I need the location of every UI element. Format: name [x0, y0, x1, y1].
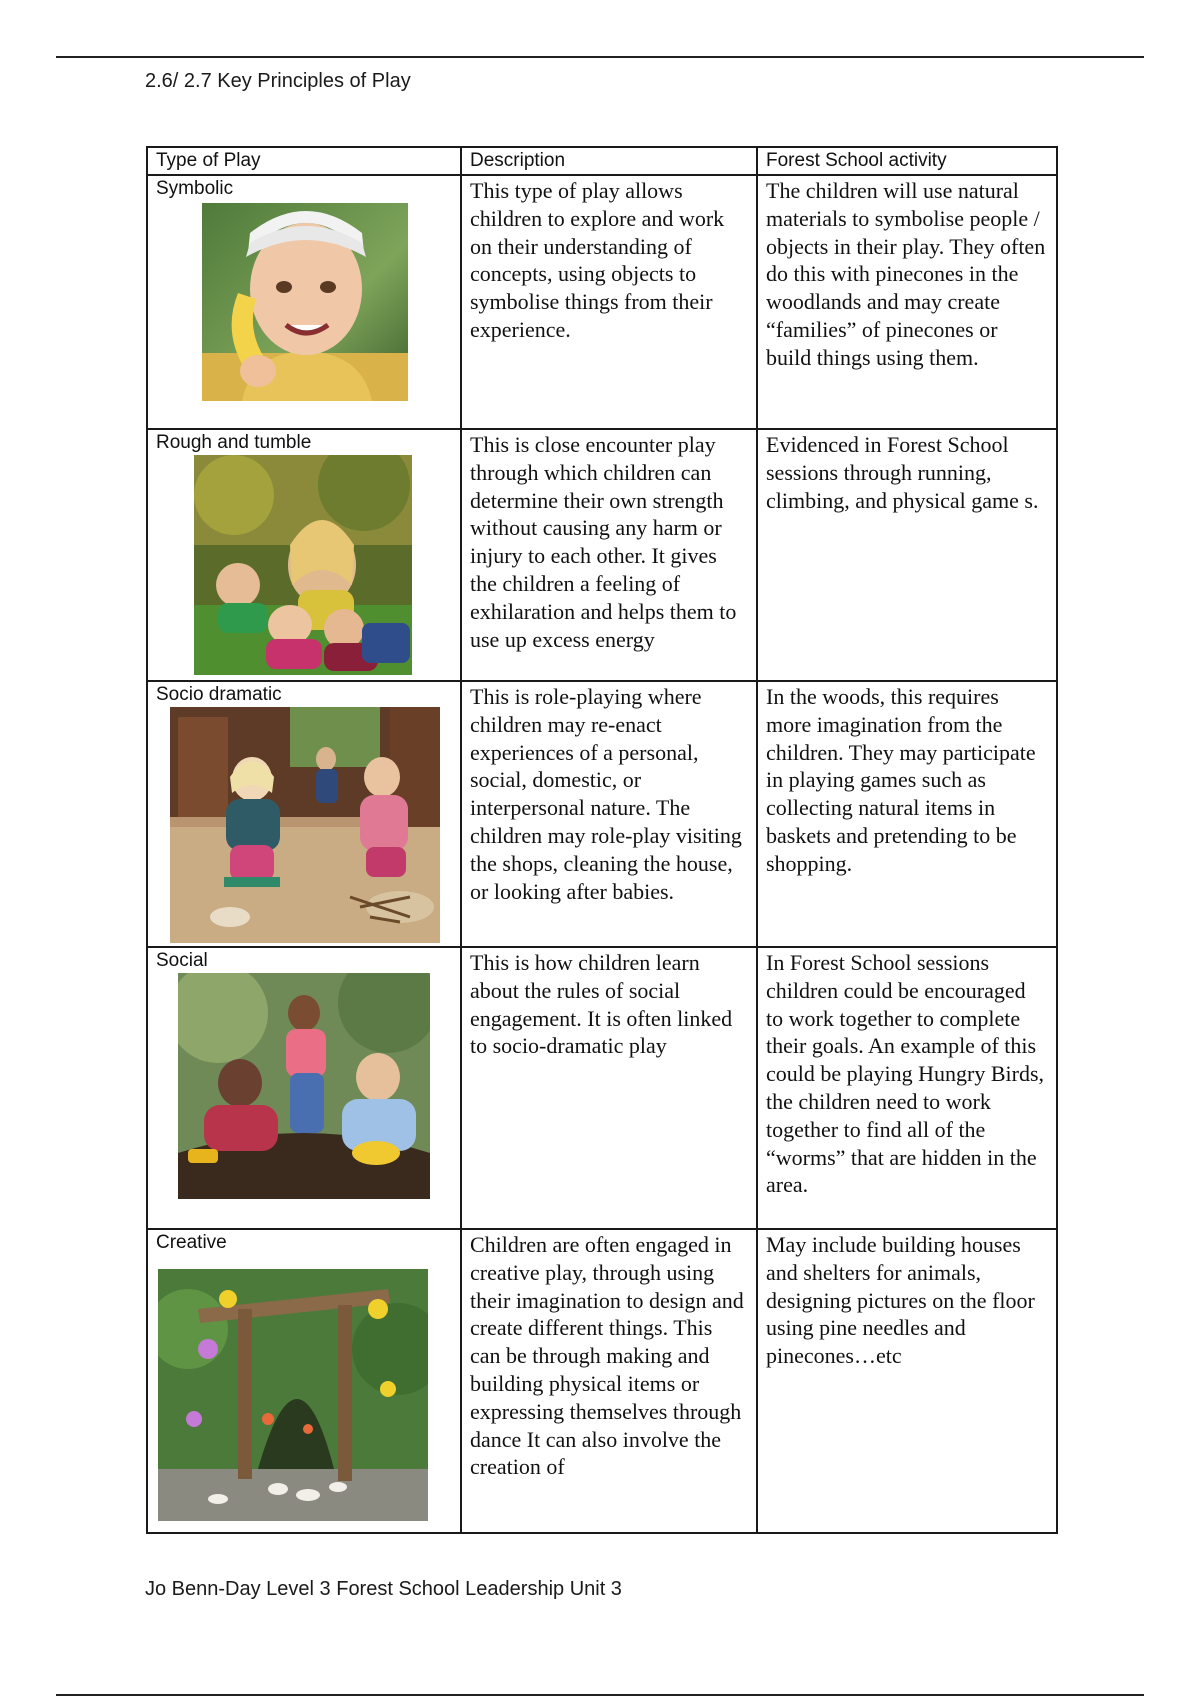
child-with-banana-phone-photo	[202, 203, 408, 401]
page-title: 2.6/ 2.7 Key Principles of Play	[145, 70, 411, 92]
table-row	[147, 175, 1057, 429]
activity-text: In the woods, this requires more imagination from the children. They may participate in playing games such as collecting natural items in baskets and pretending to be shopping.	[766, 684, 1036, 876]
play-type-label: Creative	[156, 1232, 227, 1253]
play-type-label: Socio dramatic	[156, 684, 282, 705]
play-type-label: Social	[156, 950, 208, 971]
table-row	[147, 947, 1057, 1229]
play-type-label: Rough and tumble	[156, 432, 312, 453]
activity-text: May include building houses and shelters for animals, designing pictures on the floor using pine needles and pinecones…etc	[766, 1232, 1035, 1369]
description-cell	[461, 681, 757, 947]
type-cell	[147, 681, 461, 947]
children-piled-on-grass-photo	[194, 455, 412, 675]
activity-cell	[757, 947, 1057, 1229]
table-row	[147, 1229, 1057, 1533]
table-header-row	[147, 147, 1057, 175]
type-cell	[147, 947, 461, 1229]
description-text: This is role-playing where children may re-enact experiences of a personal, social, domestic, or interpersonal nature. The children may role-play visiting the shops, cleaning the house, or looking after babies.	[470, 684, 742, 904]
play-type-label: Symbolic	[156, 178, 234, 199]
play-types-table	[146, 146, 1058, 1534]
activity-cell	[757, 429, 1057, 681]
description-text: This type of play allows children to explore and work on their understanding of concepts, using objects to symbolise things from their experience.	[470, 178, 725, 342]
description-text: This is how children learn about the rules of social engagement. It is often linked to socio-dramatic play	[470, 950, 733, 1059]
top-rule	[56, 56, 1144, 58]
footer-text: Jo Benn-Day Level 3 Forest School Leadership Unit 3	[145, 1578, 622, 1600]
type-cell	[147, 175, 461, 429]
fairy-house-with-flowers-photo	[158, 1269, 428, 1521]
activity-text: In Forest School sessions children could be encouraged to work together to complete their goals. An example of this could be playing Hungry Birds, the children need to work together to find all of the “worms” that are hidden in the area.	[766, 950, 1045, 1198]
column-header-description: Description	[461, 147, 757, 175]
table-row	[147, 681, 1057, 947]
description-cell	[461, 947, 757, 1229]
activity-text: The children will use natural materials to symbolise people / objects in their play. They often do this with pinecones in the woodlands and may create “families” of pinecones or build things using them.	[766, 178, 1046, 370]
activity-cell	[757, 175, 1057, 429]
description-text: This is close encounter play through which children can determine their own strength without causing any harm or injury to each other. It gives the children a feeling of exhilaration and helps them to use up excess energy	[470, 432, 737, 652]
activity-cell	[757, 681, 1057, 947]
bottom-rule	[56, 1694, 1144, 1696]
description-cell	[461, 1229, 757, 1533]
column-header-type: Type of Play	[147, 147, 461, 175]
activity-cell	[757, 1229, 1057, 1533]
children-digging-soil-photo	[178, 973, 430, 1199]
column-header-activity: Forest School activity	[757, 147, 1057, 175]
description-cell	[461, 429, 757, 681]
type-cell	[147, 1229, 461, 1533]
description-cell	[461, 175, 757, 429]
description-text: Children are often engaged in creative play, through using their imagination to design and create different things. This can be through making and building physical items or expressing themselves through dance It can also involve the creation of	[470, 1232, 744, 1480]
table-row	[147, 429, 1057, 681]
activity-text: Evidenced in Forest School sessions through running, climbing, and physical game s.	[766, 432, 1039, 513]
type-cell	[147, 429, 461, 681]
children-playing-outdoor-kitchen-photo	[170, 707, 440, 943]
